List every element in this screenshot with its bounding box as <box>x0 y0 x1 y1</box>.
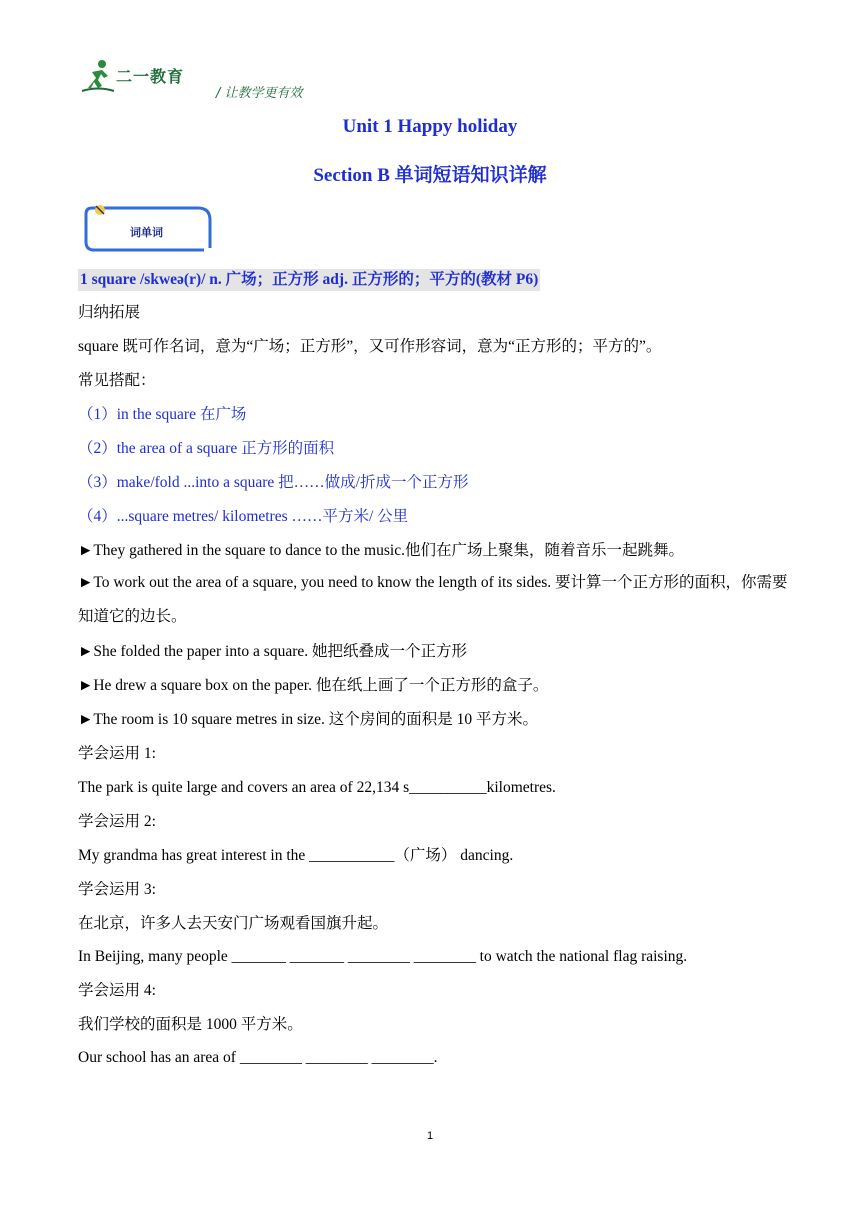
logo-text: 二一教育 <box>116 67 185 86</box>
slogan: / 让教学更有效 <box>216 86 303 101</box>
example-sentence: ►She folded the paper into a square. 她把纸叠成一个正方形 <box>78 643 467 660</box>
badge-label: 词单词 <box>130 226 163 239</box>
exercise-line: Our school has an area of ________ ________ ________. <box>78 1049 438 1066</box>
collocation-item: （2）the area of a square 正方形的面积 <box>78 440 335 457</box>
logo <box>80 58 200 94</box>
example-sentence: ►To work out the area of a square, you need to know the length of its sides. 要计算一个正方形的面积，你需要知道它的边长。 <box>78 574 788 625</box>
section-badge <box>80 202 216 254</box>
exercise-line: 在北京，许多人去天安门广场观看国旗升起。 <box>78 915 389 932</box>
word-heading: 1 square /skweə(r)/ n. 广场；正方形 adj. 正方形的；平方的(教材 P6) <box>78 269 540 291</box>
summary-label: 归纳拓展 <box>78 304 141 321</box>
exercise-line: The park is quite large and covers an area of 22,134 s__________kilometres. <box>78 779 556 796</box>
section-title: Section B 单词短语知识详解 <box>313 165 547 186</box>
runner-logo-icon <box>80 58 116 94</box>
exercise-line: In Beijing, many people _______ _______ ________ ________ to watch the national flag raising. <box>78 948 688 965</box>
explanation: square 既可作名词，意为“广场；正方形”，又可作形容词，意为“正方形的；平方的”。 <box>78 338 662 355</box>
exercise-label: 学会运用 1: <box>78 745 156 762</box>
page-number: 1 <box>426 1130 434 1142</box>
unit-title: Unit 1 Happy holiday <box>342 116 518 137</box>
exercise-label: 学会运用 4: <box>78 982 156 999</box>
collocation-item: （4）...square metres/ kilometres ……平方米/ 公里 <box>78 508 409 525</box>
collocation-item: （3）make/fold ...into a square 把……做成/折成一个正方形 <box>78 474 469 491</box>
example-sentence: ►The room is 10 square metres in size. 这个房间的面积是 10 平方米。 <box>78 711 539 728</box>
exercise-line: My grandma has great interest in the ___________（广场） dancing. <box>78 847 514 864</box>
example-sentence: ►They gathered in the square to dance to the music.他们在广场上聚集，随着音乐一起跳舞。 <box>78 542 684 559</box>
exercise-label: 学会运用 2: <box>78 813 156 830</box>
collocations-label: 常见搭配： <box>78 372 156 389</box>
exercise-label: 学会运用 3: <box>78 881 156 898</box>
exercise-line: 我们学校的面积是 1000 平方米。 <box>78 1016 303 1033</box>
example-sentence: ►He drew a square box on the paper. 他在纸上画了一个正方形的盒子。 <box>78 677 549 694</box>
collocation-item: （1）in the square 在广场 <box>78 406 247 423</box>
